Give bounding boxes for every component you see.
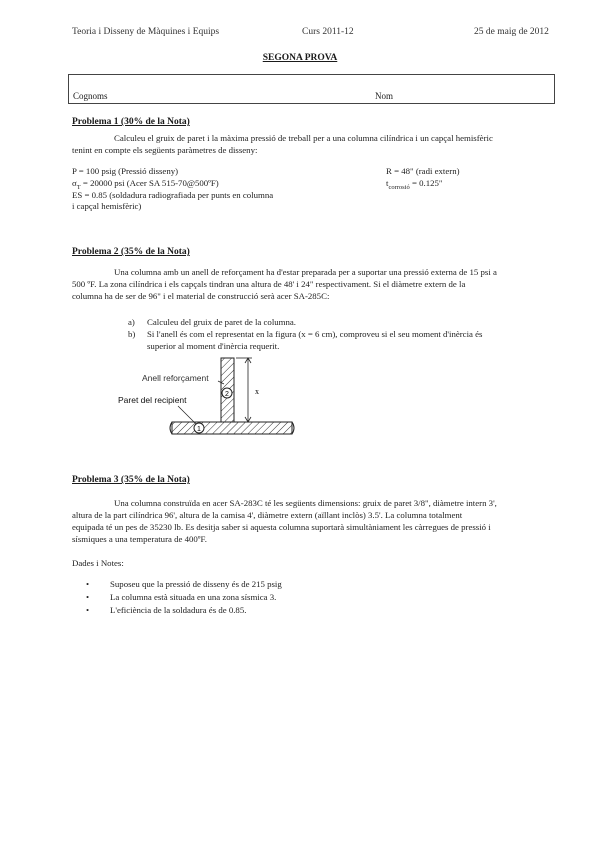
- note-item: • Suposeu que la pressió de disseny és de 215 psig: [110, 579, 282, 589]
- problem1-pressure: P = 100 psig (Pressió disseny): [72, 166, 179, 176]
- exam-date: 25 de maig de 2012: [474, 27, 549, 37]
- item-a-label: a): [128, 317, 135, 327]
- item-a-text: Calculeu del gruix de paret de la columna.: [147, 317, 297, 327]
- ring-label: Anell reforçament: [142, 373, 209, 383]
- problem1-intro-1: Calculeu el gruix de paret i la màxima pressió de treball per a una columna cilíndrica i un capçal hemisfèric: [114, 133, 493, 143]
- problem1-radius: R = 48" (radi extern): [386, 166, 460, 176]
- problem3-line-4: sísmiques a una temperatura de 400ºF.: [72, 534, 207, 544]
- item-b-text-1: Si l'anell és com el representat en la figura (x = 6 cm), comproveu si el seu moment d'inèrcia és: [147, 329, 483, 339]
- problem1-corrosion: [386, 178, 443, 191]
- note-item: • La columna està situada en una zona sísmica 3.: [110, 592, 276, 602]
- problem3-line-1: Una columna construïda en acer SA-283C té les següents dimensions: gruix de paret 3/8", diàmetre intern 3',: [114, 498, 497, 508]
- item-b-text-2: superior al moment d'inèrcia requerit.: [147, 341, 280, 351]
- sigma-subscript: T: [76, 183, 81, 191]
- name-label: Nom: [375, 91, 393, 101]
- course-title: Teoria i Disseny de Màquines i Equips: [72, 27, 220, 37]
- page-title: SEGONA PROVA: [262, 53, 338, 63]
- vessel-wall: [172, 422, 292, 434]
- problem2-line-1: Una columna amb un anell de reforçament ha d'estar preparada per a suportar una pressió externa de 15 psi a: [114, 267, 497, 277]
- reinforcement-ring-figure: [100, 348, 320, 448]
- name-box: [68, 74, 555, 104]
- corrosion-value: = 0.125": [409, 178, 443, 188]
- problem1-efficiency: ES = 0.85 (soldadura radiografiada per punts en columna: [72, 190, 274, 200]
- t-subscript: corrosió: [388, 183, 410, 191]
- problem1-title: Problema 1 (30% de la Nota): [72, 117, 190, 127]
- stress-value: = 20000 psi (Acer SA 515-70@500ºF): [80, 178, 219, 188]
- note-item: • L'eficiència de la soldadura és de 0.85.: [110, 605, 246, 615]
- problem1-efficiency-2: i capçal hemisfèric): [72, 201, 142, 211]
- notes-title: Dades i Notes:: [72, 558, 124, 568]
- item-b-label: b): [128, 329, 136, 339]
- label-num-1: 1: [197, 426, 201, 433]
- wall-label: Paret del recipient: [118, 395, 187, 405]
- problem2-line-3: columna ha de ser de 96" i el material de construcció serà acer SA-285C:: [72, 291, 330, 301]
- problem3-line-2: altura de la part cilíndrica 96', altura de la camisa 4', diàmetre extern (aïllant inclòs) 3.5'. La columna totalment: [72, 510, 463, 520]
- problem1-stress: [72, 178, 219, 191]
- t-symbol: t: [386, 178, 389, 188]
- problem2-title: Problema 2 (35% de la Nota): [72, 247, 190, 257]
- problem3-line-3: equipada té un pes de 35230 lb. Es desitja saber si aquesta columna suportarà simultàniament les càrregues de pressió i: [72, 522, 491, 532]
- problem2-line-2: 500 ºF. La zona cilíndrica i els capçals tindran una altura de 48' i 24" respectivament. Si el diàmetre extern de la: [72, 279, 466, 289]
- problem3-title: Problema 3 (35% de la Nota): [72, 475, 190, 485]
- surname-label: Cognoms: [73, 91, 108, 101]
- problem1-intro-2: tenint en compte els següents paràmetres de disseny:: [72, 145, 258, 155]
- label-num-2: 2: [225, 391, 229, 398]
- sigma-symbol: σ: [72, 178, 77, 188]
- course-year: Curs 2011-12: [302, 27, 354, 37]
- dimension-x-label: x: [255, 387, 259, 396]
